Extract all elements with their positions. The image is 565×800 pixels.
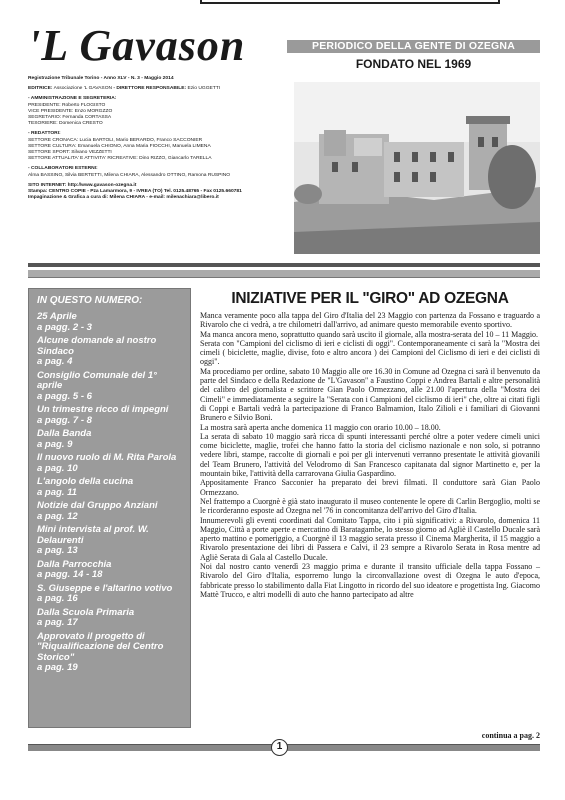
contents-item-title: Un trimestre ricco di impegni bbox=[37, 404, 169, 415]
article-paragraph: Innumerevoli gli eventi coordinati dal Comitato Tappa, cito i più significativi: a Rivarolo, domenica 11 Maggio, Città a porte aperte e mercatino di Baratagambe, lo stesso giorno ad Agliè il Castello Ducale sarà aperto mattino e pomeriggio, a Cuorgnè il 13 maggio serata presso il Cinema Margherita, il 15 maggio a Rivarolo presentazione dei libri di Passera e Calvi, il 23 sempre a Rivarolo Serata in Rosa mentre ad Agliè Serata di Gala al Castello Ducale. bbox=[200, 515, 540, 562]
admin-line: VICE PRESIDENTE: Enzo MORGZZO bbox=[28, 108, 113, 114]
contents-item[interactable] bbox=[37, 632, 182, 674]
contents-item-title: Approvato il progetto di "Riqualificazione del Centro Storico" bbox=[37, 630, 164, 663]
editrice-label: EDITRICE: bbox=[28, 86, 53, 92]
tagline-banner: PERIODICO DELLA GENTE DI OZEGNA bbox=[287, 40, 540, 53]
contents-item-page: a pag. 19 bbox=[37, 662, 78, 673]
contents-item[interactable] bbox=[37, 608, 182, 629]
masthead-title: 'L Gavason bbox=[28, 21, 246, 70]
contents-item[interactable] bbox=[37, 429, 182, 450]
contents-item-page: a pag. 17 bbox=[37, 617, 78, 628]
redattori-line: SETTORE SPORT: Silvano VEZZETTI bbox=[28, 150, 112, 156]
contents-item-page: a pag. 12 bbox=[37, 510, 78, 522]
contents-item-title: Consiglio Comunale del 1° aprile bbox=[37, 369, 157, 391]
editrice-value: Associazione 'L GAVASON bbox=[53, 86, 113, 92]
article-paragraph: Manca veramente poco alla tappa del Giro d'Italia del 23 Maggio con partenza da Fossano e traguardo a Rivarolo che ci vedrà, a tre chilometri dall'arrivo, ad animare questo memorabile evento sportivo. bbox=[200, 311, 540, 330]
registration-line: Registrazione Tribunale Torino - Anno XLV - N. 3 - Maggio 2014 bbox=[28, 76, 174, 81]
site-line: SITO INTERNET: http://www.gavason-ozegna.it bbox=[28, 182, 137, 188]
village-photo-illustration bbox=[294, 82, 540, 254]
contents-item-title: Dalla Banda bbox=[37, 428, 92, 439]
contents-item-page: a pag. 9 bbox=[37, 438, 73, 450]
contents-item-page: a pagg. 2 - 3 bbox=[37, 321, 92, 333]
contents-item[interactable] bbox=[37, 560, 182, 581]
contents-item-title: 25 Aprile bbox=[37, 311, 77, 322]
article-body bbox=[200, 311, 540, 599]
contents-item-page: a pag. 11 bbox=[37, 486, 77, 498]
article-paragraph: La serata di sabato 10 maggio sarà ricca di spunti interessanti perché oltre a poter vedere cimeli unici come biciclette, maglie, trofei che hanno fatto la storia del ciclismo nazionale e non solo, si potranno vedere libri, stampe, raccolte di giornali e poi per gli intervenuti verranno presentate le attività giovanili del Team Brunero, l'attività del Velodromo di San Francesco capitanata dal signor Martinetto e, per la mountain bike, l'attività della carrarovana Giulia Gaspardino. bbox=[200, 431, 540, 479]
article-paragraph: Noi dal nostro canto venerdì 23 maggio prima e durante il transito ufficiale della tappa Fossano – Rivarolo del Giro d'Italia, esporremo lungo la circonvallazione ovest di Ozegna le auto d'epoca, fabbricate presso lo stabilimento dalla Fiat Lingotto in ricordo del suo ideatore e progettista Ing. Giacomo Mattè Trucco, e altri modelli di auto che hanno partecipato ad altre bbox=[200, 562, 540, 599]
contents-item-page: a pag. 13 bbox=[37, 545, 78, 556]
collab-line: Alma BASSINO, Silvia BERTETTI, Milena CHIARA, Alessandro OTTINO, Ramona RUSPINO bbox=[28, 172, 231, 178]
contents-item-page: a pagg. 14 - 18 bbox=[37, 569, 103, 580]
article-paragraph: Appositamente Franco Sacconier ha preparato dei brevi filmati. Il conduttore sarà Gian Paolo Ormezzano. bbox=[200, 478, 540, 497]
contents-item[interactable] bbox=[37, 336, 182, 368]
contents-item-page: a pagg. 7 - 8 bbox=[37, 414, 92, 426]
village-photo bbox=[294, 82, 540, 254]
founded-line: FONDATO NEL 1969 bbox=[355, 57, 472, 71]
contents-item-title: Dalla Parrocchia bbox=[37, 558, 112, 570]
contents-item[interactable] bbox=[37, 312, 182, 333]
direttore-value: Ezio UGGETTI bbox=[187, 86, 221, 92]
contents-item[interactable] bbox=[37, 501, 182, 522]
admin-line: PRESIDENTE: Roberto FLOGISTO bbox=[28, 102, 106, 108]
admin-line: SEGRETARIO: Fernanda CORTASSA bbox=[28, 115, 112, 121]
separator-band bbox=[28, 270, 540, 278]
contents-item-title: L'angolo della cucina bbox=[37, 476, 134, 487]
stampa-line: Stampa: CENTRO COPIE - Pza Lamarmora, 9 - IVREA (TO) Tel. 0125.48765 - Fax 0125.660781 bbox=[28, 189, 242, 195]
contents-item-title: Notizie dal Gruppo Anziani bbox=[37, 500, 158, 511]
contents-item-page: a pagg. 5 - 6 bbox=[37, 390, 92, 402]
page-number: 1 bbox=[271, 739, 288, 756]
redattori-line: SETTORE ATTUALITA' E ATTIVITA' RICREATIVE: Dino RIZZO, Giancarlo TARELLA bbox=[28, 156, 212, 162]
top-frame bbox=[200, 0, 500, 4]
contents-item-page: a pag. 4 bbox=[37, 356, 73, 367]
redattori-line: SETTORE CRONACA: Lucia BARTOLI, Mario BERARDO, Franco SACCONIER bbox=[28, 137, 203, 143]
contents-item-title: S. Giuseppe e l'altarino votivo bbox=[37, 582, 173, 594]
contents-title: IN QUESTO NUMERO: bbox=[37, 295, 143, 306]
article-paragraph: La mostra sarà aperta anche domenica 11 maggio con orario 10.00 – 18.00. bbox=[200, 422, 441, 432]
contents-item[interactable] bbox=[37, 584, 182, 605]
redattori-title: - REDATTORI: bbox=[28, 131, 61, 137]
article-paragraph: Ma manca ancora meno, soprattutto quando sarà uscito il giornale, alla mostra-serata del 10 – 11 Maggio. bbox=[200, 329, 539, 339]
redattori-line: SETTORE CULTURA: Emanuela CHIONO, Anna Maria FIOCCHI, Manuela LIMENA bbox=[28, 143, 211, 149]
contents-item-title: Il nuovo ruolo di M. Rita Parola bbox=[37, 452, 177, 463]
collab-title: - COLLABORATORI ESTERNI: bbox=[28, 166, 98, 172]
article-paragraph: Nel frattempo a Cuorgnè è già stato inaugurato il museo contenente le opere di Carlin Bergoglio, molti se le ricorderanno esposte ad Ozegna nel '76 in concomitanza dell'arrivo del Giro d'Italia. bbox=[200, 496, 540, 516]
separator-bar bbox=[28, 263, 540, 267]
contents-item[interactable] bbox=[37, 453, 182, 474]
contents-item-page: a pag. 16 bbox=[37, 593, 78, 604]
admin-line: TESORIERE: Domenica CRESTO bbox=[28, 121, 103, 127]
continue-link[interactable]: continua a pag. 2 bbox=[481, 731, 540, 740]
contents-sidebar bbox=[28, 288, 191, 728]
contents-item[interactable] bbox=[37, 477, 182, 498]
article-headline: INIZIATIVE PER IL "GIRO" AD OZEGNA bbox=[231, 290, 509, 307]
article-paragraph: Serata con "Campioni del ciclismo di ieri e ciclisti di oggi". Contemporaneamente ci sarà la "Mostra dei cimeli ( biciclette, maglie, divise, foto e altro ancora ) dei Campioni del Ciclismo di ieri e dei ciclisti di oggi". bbox=[200, 338, 540, 367]
admin-title: - AMMINISTRAZIONE E SEGRETERIA: bbox=[28, 96, 117, 102]
impaginazione-line: Impaginazione & Grafica a cura di: Milena CHIARA - e-mail: milenachiara@libero.it bbox=[28, 195, 219, 201]
contents-item[interactable] bbox=[37, 525, 182, 557]
contents-item-title: Alcune domande al nostro Sindaco bbox=[37, 335, 157, 357]
colophon bbox=[28, 76, 283, 201]
contents-item[interactable] bbox=[37, 405, 182, 426]
contents-item-title: Mini intervista al prof. W. Delaurenti bbox=[37, 524, 149, 546]
direttore-label: - DIRETTORE RESPONSABILE: bbox=[113, 86, 187, 92]
article-paragraph: Ma procediamo per ordine, sabato 10 Maggio alle ore 16.30 in Comune ad Ozegna ci sarà il benvenuto da parte del Sindaco e della Redazione de "L'Gavason" a Faustino Coppi e Andrea Bartali e altre personalità del calibro del giornalista e scrittore Gian Paolo Ormezzano, alle 21.00 l'apertura della "Mostra dei Cimeli" e immediatamente a seguire la "Serata con i Campioni del ciclismo di ieri" che, oltre ai citati figli di Coppi e Bartali vedrà la partecipazione di Franco Balmamion, Italo Zilioli e i familiari di Giovanni Brunero e Silvio Boni. bbox=[200, 366, 540, 423]
contents-item-title: Dalla Scuola Primaria bbox=[37, 606, 135, 618]
contents-item-page: a pag. 10 bbox=[37, 462, 78, 474]
contents-item[interactable] bbox=[37, 371, 182, 403]
